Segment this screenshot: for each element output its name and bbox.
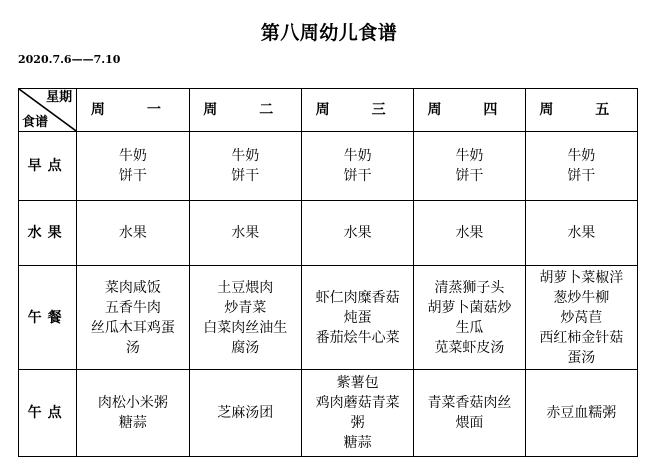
menu-cell — [189, 132, 301, 201]
menu-cell — [525, 370, 637, 457]
menu-item-line: 生瓜 — [455, 319, 484, 336]
menu-item-line: 丝瓜木耳鸡蛋 — [90, 319, 175, 336]
menu-cell — [77, 201, 189, 266]
menu-item-line: 水果 — [231, 225, 260, 241]
menu-item-line: 饼干 — [118, 168, 147, 184]
menu-item-line: 饼干 — [231, 168, 260, 184]
menu-cell — [301, 201, 413, 266]
menu-cell — [77, 370, 189, 457]
menu-item-line: 饼干 — [567, 168, 596, 184]
menu-cell — [525, 266, 637, 370]
menu-cell — [414, 132, 525, 201]
menu-item-line: 番茄烩牛心菜 — [315, 329, 400, 346]
row-label-fruit: 水果 — [19, 201, 77, 266]
menu-item-line: 葱炒牛柳 — [553, 289, 610, 306]
row-label-lunch: 午餐 — [19, 266, 77, 370]
menu-item-line: 水果 — [455, 225, 484, 241]
menu-cell — [77, 266, 189, 370]
day-header-wed: 周 三 — [301, 89, 413, 132]
row-label-breakfast: 早点 — [19, 132, 77, 201]
menu-cell — [525, 201, 637, 266]
menu-item-line: 芝麻汤团 — [217, 405, 274, 421]
menu-cell — [301, 132, 413, 201]
corner-label-menu: 食谱 — [22, 115, 49, 130]
menu-cell — [414, 201, 525, 266]
menu-item-line: 土豆煨肉 — [217, 279, 274, 296]
menu-cell — [189, 201, 301, 266]
menu-item-line: 赤豆血糯粥 — [546, 405, 617, 421]
menu-item-line: 糖蒜 — [343, 435, 372, 451]
day-header-fri: 周 五 — [525, 89, 637, 132]
meal-row-afternoon-snack — [19, 370, 638, 457]
menu-item-line: 水果 — [343, 225, 372, 241]
menu-item-line: 牛奶 — [118, 148, 147, 164]
menu-item-line: 菜肉咸饭 — [104, 279, 161, 296]
day-header-tue: 周 二 — [189, 89, 301, 132]
menu-item-line: 饼干 — [343, 168, 372, 184]
menu-item-line: 蛋汤 — [567, 349, 596, 366]
page-title: 第八周幼儿食谱 — [260, 22, 398, 44]
menu-item-line: 炒莴苣 — [560, 309, 603, 326]
menu-item-line: 饼干 — [455, 168, 484, 184]
date-range: 2020.7.6——7.10 — [18, 53, 121, 66]
corner-header-cell — [19, 89, 77, 132]
menu-item-line: 胡萝卜菜椒洋 — [539, 269, 624, 286]
menu-item-line: 牛奶 — [343, 148, 372, 164]
menu-item-line: 炒青菜 — [224, 299, 267, 316]
menu-cell — [414, 266, 525, 370]
meal-row-breakfast — [19, 132, 638, 201]
menu-item-line: 白菜肉丝油生 — [203, 319, 288, 336]
menu-cell — [189, 370, 301, 457]
menu-cell — [301, 370, 413, 457]
menu-item-line: 水果 — [118, 225, 147, 241]
menu-item-line: 苋菜虾皮汤 — [434, 339, 505, 356]
row-label-afternoon-snack: 午点 — [19, 370, 77, 457]
menu-item-line: 青菜香菇肉丝 — [427, 395, 512, 411]
menu-item-line: 水果 — [567, 225, 596, 241]
menu-item-line: 西红柿金针菇 — [539, 329, 624, 346]
menu-item-line: 鸡肉蘑菇青菜 — [315, 395, 400, 411]
header-row — [19, 89, 638, 132]
menu-item-line: 糖蒜 — [118, 415, 147, 431]
menu-item-line: 牛奶 — [231, 148, 260, 164]
day-header-mon: 周 一 — [77, 89, 189, 132]
menu-cell — [189, 266, 301, 370]
meal-row-lunch — [19, 266, 638, 370]
menu-cell — [414, 370, 525, 457]
menu-cell — [525, 132, 637, 201]
meal-row-fruit — [19, 201, 638, 266]
menu-cell — [301, 266, 413, 370]
menu-item-line: 煨面 — [455, 415, 484, 431]
menu-item-line: 胡萝卜菌菇炒 — [427, 299, 512, 316]
menu-item-line: 清蒸狮子头 — [434, 279, 505, 296]
menu-item-line: 牛奶 — [455, 148, 484, 164]
menu-table — [18, 88, 638, 457]
menu-item-line: 紫薯包 — [336, 375, 379, 391]
menu-item-line: 五香牛肉 — [104, 299, 161, 316]
day-header-thu: 周 四 — [414, 89, 525, 132]
menu-item-line: 牛奶 — [567, 148, 596, 164]
menu-item-line: 炖蛋 — [343, 309, 372, 326]
menu-item-line: 腐汤 — [231, 339, 260, 356]
menu-item-line: 肉松小米粥 — [97, 395, 168, 411]
menu-item-line: 汤 — [125, 339, 140, 356]
corner-label-weekday: 星期 — [46, 90, 73, 105]
menu-item-line: 虾仁肉糜香菇 — [315, 289, 400, 306]
menu-item-line: 粥 — [350, 415, 365, 431]
menu-cell — [77, 132, 189, 201]
